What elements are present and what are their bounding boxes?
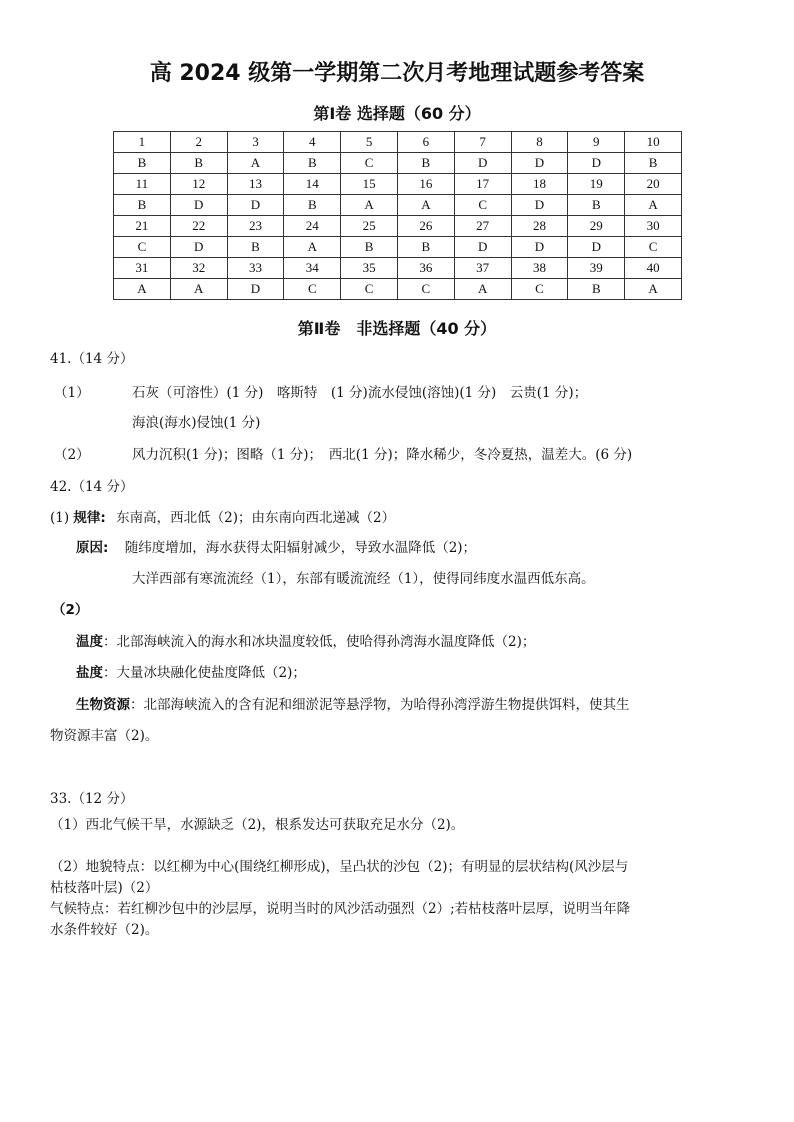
answer-table [113,131,682,300]
temp-label: 温度 [76,634,103,650]
answer-cell: A [227,153,284,174]
q33-p2-line4: 水条件较好（2)。 [50,922,159,938]
answer-cell: D [568,237,625,258]
question-number-cell: 33 [227,258,284,279]
q33-p2-line2: 枯枝落叶层)（2） [50,880,159,896]
answer-cell: B [341,237,398,258]
q33-header: 33.（12 分） [50,791,134,807]
question-number-cell: 30 [625,216,682,237]
answer-cell: C [625,237,682,258]
answer-cell: C [341,279,398,300]
answer-cell: B [568,279,625,300]
question-number-cell: 8 [511,132,568,153]
answer-cell: C [397,279,454,300]
reason-line1: 随纬度增加，海水获得太阳辐射减少，导致水温降低（2)； [124,540,477,556]
question-number-cell: 40 [625,258,682,279]
question-number-cell: 25 [341,216,398,237]
question-number-cell: 31 [114,258,171,279]
question-number-cell: 17 [454,174,511,195]
question-number-cell: 1 [114,132,171,153]
question-number-cell: 12 [170,174,227,195]
answer-cell: D [511,237,568,258]
answer-cell: C [341,153,398,174]
question-number-cell: 9 [568,132,625,153]
answer-cell: A [625,279,682,300]
law-text: 东南高，西北低（2)；由东南向西北递减（2） [116,510,396,526]
answer-cell: B [114,195,171,216]
question-number-cell: 39 [568,258,625,279]
q33-p2-line3: 气候特点：若红柳沙包中的沙层厚，说明当时的风沙活动强烈（2）;若枯枝落叶层厚，说明当年降 [50,901,631,917]
question-number-cell: 3 [227,132,284,153]
question-number-cell: 15 [341,174,398,195]
bio-text-line2: 物资源丰富（2)。 [50,728,159,744]
answer-cell: B [568,195,625,216]
reason-label: 原因: [76,540,109,556]
bio-text-line1: ：北部海峡流入的含有泥和细淤泥等悬浮物，为哈得孙湾浮游生物提供饵料，使其生 [130,697,630,713]
question-number-cell: 37 [454,258,511,279]
question-number-cell: 22 [170,216,227,237]
question-number-cell: 24 [284,216,341,237]
answer-cell: B [227,237,284,258]
question-number-cell: 13 [227,174,284,195]
salt-item [76,664,306,682]
question-number-cell: 14 [284,174,341,195]
answer-cell: A [625,195,682,216]
answer-row [114,195,682,216]
question-number-row [114,216,682,237]
question-number-cell: 7 [454,132,511,153]
question-number-row [114,258,682,279]
question-number-row [114,174,682,195]
question-number-cell: 20 [625,174,682,195]
q41-p1-num: （1） [54,385,90,401]
answer-cell: B [170,153,227,174]
question-number-cell: 35 [341,258,398,279]
answer-cell: B [397,237,454,258]
question-number-cell: 28 [511,216,568,237]
answer-cell: C [454,195,511,216]
answer-cell: D [511,153,568,174]
answer-cell: B [284,153,341,174]
part1-title: 第Ⅰ卷 选择题（60 分） [313,104,481,123]
question-number-cell: 11 [114,174,171,195]
answer-row [114,237,682,258]
answer-cell: C [114,237,171,258]
question-number-cell: 23 [227,216,284,237]
question-number-cell: 29 [568,216,625,237]
answer-cell: B [397,153,454,174]
answer-cell: C [284,279,341,300]
question-number-cell: 34 [284,258,341,279]
q41-p1-line1: 石灰（可溶性）(1 分) 喀斯特 (1 分)流水侵蚀(溶蚀)(1 分) 云贵(1 分)； [132,385,588,401]
answer-cell: D [170,237,227,258]
q41-p2-text: 风力沉积(1 分)；图略（1 分)； 西北(1 分)；降水稀少，冬冷夏热，温差大。(6 分) [132,447,633,463]
answer-cell: A [114,279,171,300]
answer-cell: A [341,195,398,216]
question-number-row [114,132,682,153]
answer-cell: D [568,153,625,174]
answer-cell: D [170,195,227,216]
question-number-cell: 2 [170,132,227,153]
q33-p2-line1: （2）地貌特点：以红柳为中心(围绕红柳形成)，呈凸状的沙包（2)；有明显的层状结构(风沙层与 [50,859,629,875]
answer-cell: D [454,153,511,174]
answer-cell: D [227,279,284,300]
question-number-cell: 21 [114,216,171,237]
q41-header: 41.（14 分） [50,351,134,367]
question-number-cell: 18 [511,174,568,195]
q42-reason [76,539,476,557]
question-number-cell: 5 [341,132,398,153]
answer-cell: C [511,279,568,300]
page-title: 高 2024 级第一学期第二次月考地理试题参考答案 [149,61,645,86]
temp-text: ：北部海峡流入的海水和冰块温度较低，使哈得孙湾海水温度降低（2)； [103,634,536,650]
question-number-cell: 19 [568,174,625,195]
q42-p1-num: (1) [50,510,70,526]
salt-label: 盐度 [76,665,103,681]
question-number-cell: 38 [511,258,568,279]
q42-p2-num: （2） [52,602,89,618]
answer-cell: B [114,153,171,174]
salt-text: ：大量冰块融化使盐度降低（2)； [103,665,306,681]
question-number-cell: 4 [284,132,341,153]
answer-cell: A [170,279,227,300]
q33-p1: （1）西北气候干旱，水源缺乏（2)，根系发达可获取充足水分（2)。 [50,817,465,833]
bio-label: 生物资源 [76,697,130,713]
answer-cell: A [454,279,511,300]
answer-row [114,153,682,174]
answer-cell: B [284,195,341,216]
reason-line2: 大洋西部有寒流流经（1），东部有暖流流经（1），使得同纬度水温西低东高。 [132,571,595,587]
question-number-cell: 27 [454,216,511,237]
question-number-cell: 32 [170,258,227,279]
bio-item [76,696,630,714]
question-number-cell: 26 [397,216,454,237]
q42-p1 [50,509,395,527]
answer-cell: A [397,195,454,216]
answer-cell: B [625,153,682,174]
part2-title: 第Ⅱ卷 非选择题（40 分） [297,319,497,338]
question-number-cell: 10 [625,132,682,153]
question-number-cell: 36 [397,258,454,279]
temp-item [76,633,535,651]
q41-p2-num: （2） [54,447,90,463]
answer-cell: D [511,195,568,216]
law-label: 规律: [73,510,106,526]
answer-row [114,279,682,300]
q41-p1-line2: 海浪(海水)侵蚀(1 分) [132,415,261,431]
answer-cell: A [284,237,341,258]
q42-header: 42.（14 分） [50,479,134,495]
answer-cell: D [454,237,511,258]
answer-cell: D [227,195,284,216]
question-number-cell: 16 [397,174,454,195]
question-number-cell: 6 [397,132,454,153]
